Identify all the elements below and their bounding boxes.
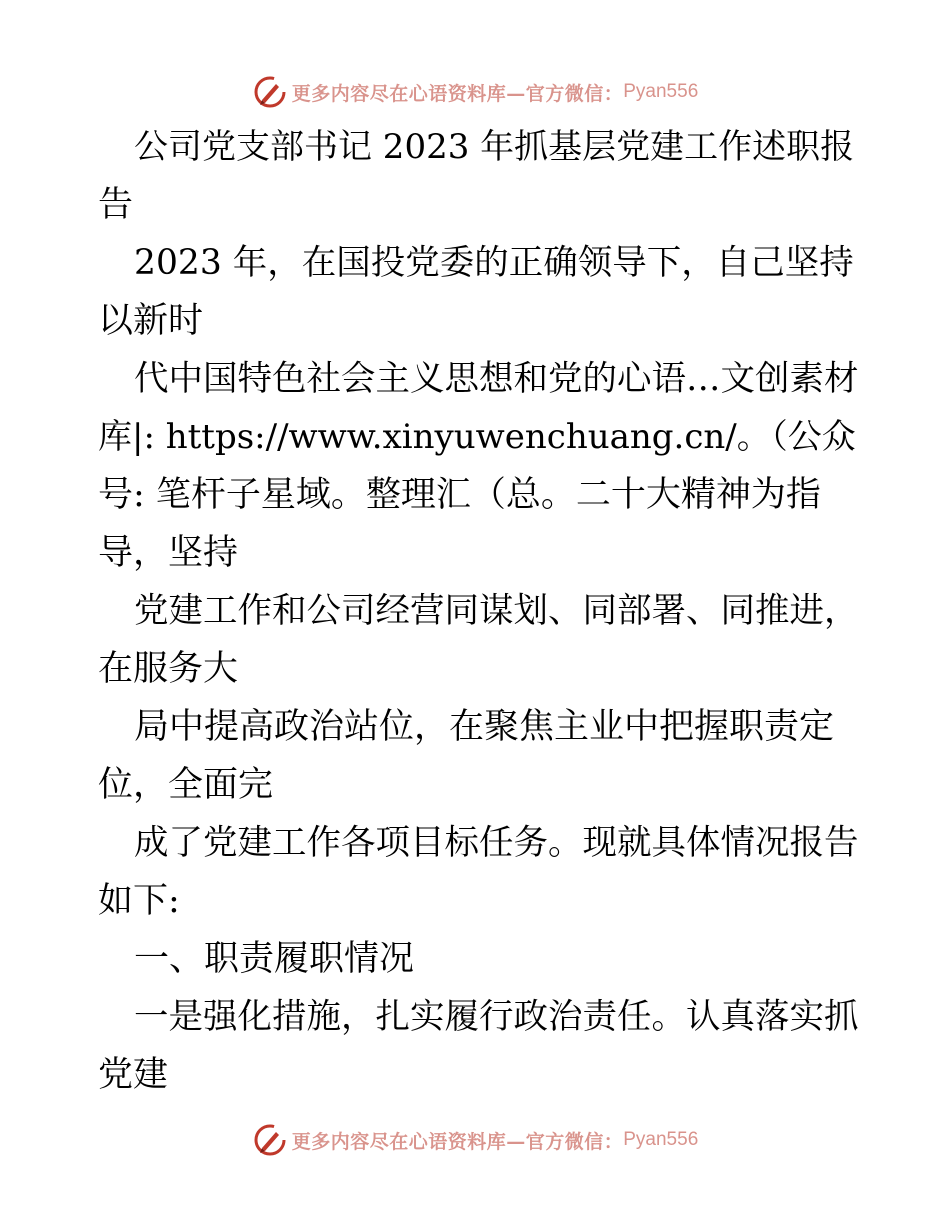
text-line: 号: 笔杆子星域。整理汇（总。二十大精神为指 <box>98 475 821 515</box>
watermark-text: 更多内容尽在心语资料库—官方微信： <box>291 1130 624 1153</box>
text-line: 党建工作和公司经营同谋划、同部署、同推进， <box>134 591 859 631</box>
watermark-footer <box>0 1120 950 1160</box>
text-line: 以新时 <box>98 301 204 341</box>
text-line: 公司党支部书记 2023 年抓基层党建工作述职报 <box>134 127 855 167</box>
text-line: 告 <box>98 185 134 225</box>
text-line: 2023 年，在国投党委的正确领导下，自己坚持 <box>134 243 854 283</box>
text-line: 位，全面完 <box>98 765 274 805</box>
watermark-header <box>0 72 950 112</box>
text-line: 如下: <box>98 881 180 921</box>
watermark-text: 更多内容尽在心语资料库—官方微信： <box>291 82 624 105</box>
text-line: 在服务大 <box>98 649 239 689</box>
text-line: 代中国特色社会主义思想和党的心语…文创素材 <box>134 359 859 399</box>
section-heading: 一、职责履职情况 <box>134 939 415 979</box>
text-line: 导，坚持 <box>98 533 239 573</box>
text-line: 党建 <box>98 1055 169 1095</box>
pen-circle-logo-icon <box>252 1122 288 1158</box>
text-line: 成了党建工作各项目标任务。现就具体情况报告 <box>134 823 859 863</box>
watermark-id: Pyan556 <box>623 81 699 102</box>
watermark-id: Pyan556 <box>623 1129 699 1150</box>
pen-circle-logo-icon <box>252 74 288 110</box>
text-line: 局中提高政治站位，在聚焦主业中把握职责定 <box>134 707 835 747</box>
document-body <box>98 118 858 1104</box>
text-line: 库|: https://www.xinyuwenchuang.cn/。（公众 <box>98 417 856 457</box>
text-line: 一是强化措施，扎实履行政治责任。认真落实抓 <box>134 997 859 1037</box>
